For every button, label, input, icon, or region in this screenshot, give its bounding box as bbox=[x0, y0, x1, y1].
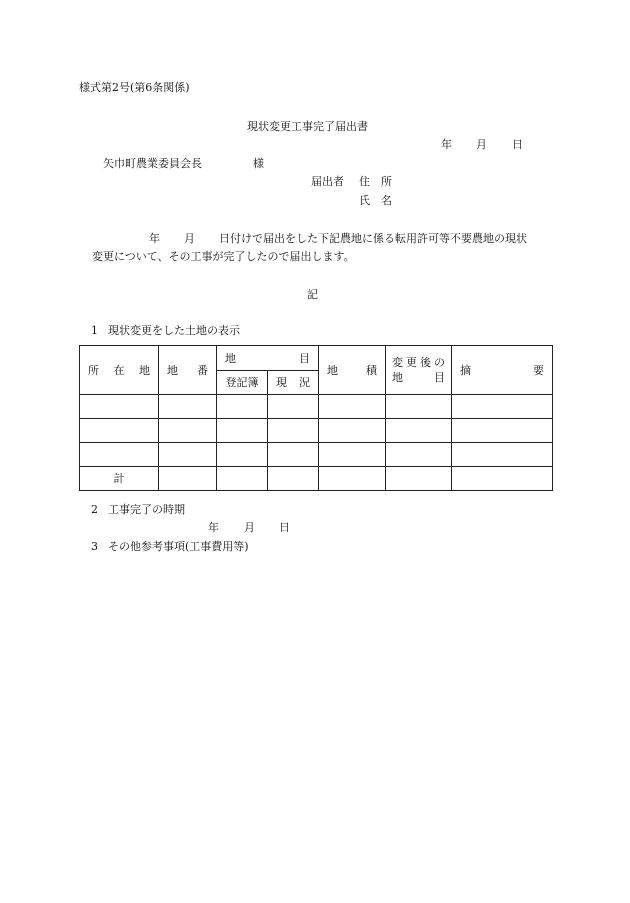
table-cell[interactable] bbox=[159, 443, 217, 467]
section-3-number: 3 bbox=[91, 540, 98, 553]
table-cell[interactable] bbox=[268, 443, 319, 467]
table-cell[interactable] bbox=[452, 419, 553, 443]
table-cell[interactable] bbox=[80, 395, 159, 419]
table-cell[interactable] bbox=[217, 467, 268, 491]
table-cell[interactable] bbox=[217, 443, 268, 467]
section-1-number: 1 bbox=[91, 324, 98, 337]
table-cell[interactable] bbox=[159, 467, 217, 491]
body-month: 月 bbox=[184, 232, 195, 245]
table-cell[interactable] bbox=[80, 419, 159, 443]
table-cell[interactable] bbox=[452, 467, 553, 491]
table-row bbox=[80, 419, 553, 443]
table-cell[interactable] bbox=[319, 443, 386, 467]
header-remarks: 摘 要 bbox=[452, 346, 553, 395]
table-cell[interactable] bbox=[268, 419, 319, 443]
applicant-label: 届出者 bbox=[311, 175, 344, 188]
table-cell[interactable] bbox=[319, 467, 386, 491]
header-area: 地 積 bbox=[319, 346, 386, 395]
total-label: 計 bbox=[80, 467, 159, 491]
section-2-number: 2 bbox=[91, 503, 98, 516]
header-lot: 地 番 bbox=[159, 346, 217, 395]
form-number: 様式第2号(第6条関係) bbox=[79, 81, 190, 94]
body-line1: 日付けで届出をした下記農地に係る転用許可等不要農地の現状 bbox=[219, 232, 527, 245]
section-1-label: 現状変更をした土地の表示 bbox=[108, 324, 240, 337]
completion-year: 年 bbox=[208, 521, 219, 534]
completion-day: 日 bbox=[279, 521, 290, 534]
table-cell[interactable] bbox=[386, 395, 452, 419]
section-2-label: 工事完了の時期 bbox=[108, 503, 185, 516]
addressee-honorific: 様 bbox=[253, 157, 264, 170]
body-year: 年 bbox=[149, 232, 160, 245]
date-day: 日 bbox=[512, 138, 523, 151]
land-table bbox=[79, 345, 553, 491]
table-cell[interactable] bbox=[217, 419, 268, 443]
body-line2: 変更について、その工事が完了したので届出します。 bbox=[92, 250, 355, 263]
document-title: 現状変更工事完了届出書 bbox=[247, 120, 368, 133]
table-total-row bbox=[80, 467, 553, 491]
table-cell[interactable] bbox=[386, 467, 452, 491]
section-3-label: その他参考事項(工事費用等) bbox=[108, 540, 249, 553]
table-cell[interactable] bbox=[159, 395, 217, 419]
table-cell[interactable] bbox=[386, 419, 452, 443]
applicant-name-label: 氏 名 bbox=[359, 194, 392, 207]
header-category: 地 目 bbox=[217, 346, 319, 371]
table-cell[interactable] bbox=[452, 395, 553, 419]
table-row bbox=[80, 443, 553, 467]
ki-heading: 記 bbox=[307, 288, 318, 301]
header-after-change: 変 更 後 の 地 目 bbox=[386, 346, 452, 395]
table-cell[interactable] bbox=[386, 443, 452, 467]
completion-month: 月 bbox=[244, 521, 255, 534]
header-location: 所 在 地 bbox=[80, 346, 159, 395]
table-cell[interactable] bbox=[319, 419, 386, 443]
table-cell[interactable] bbox=[217, 395, 268, 419]
addressee-name: 矢巾町農業委員会長 bbox=[103, 157, 202, 170]
header-current: 現 況 bbox=[268, 371, 319, 395]
header-registry: 登記簿 bbox=[217, 371, 268, 395]
table-cell[interactable] bbox=[268, 467, 319, 491]
date-year: 年 bbox=[441, 138, 452, 151]
date-month: 月 bbox=[476, 138, 487, 151]
table-row bbox=[80, 395, 553, 419]
table-cell[interactable] bbox=[319, 395, 386, 419]
table-cell[interactable] bbox=[452, 443, 553, 467]
table-cell[interactable] bbox=[80, 443, 159, 467]
table-cell[interactable] bbox=[159, 419, 217, 443]
applicant-address-label: 住 所 bbox=[359, 175, 392, 188]
table-cell[interactable] bbox=[268, 395, 319, 419]
